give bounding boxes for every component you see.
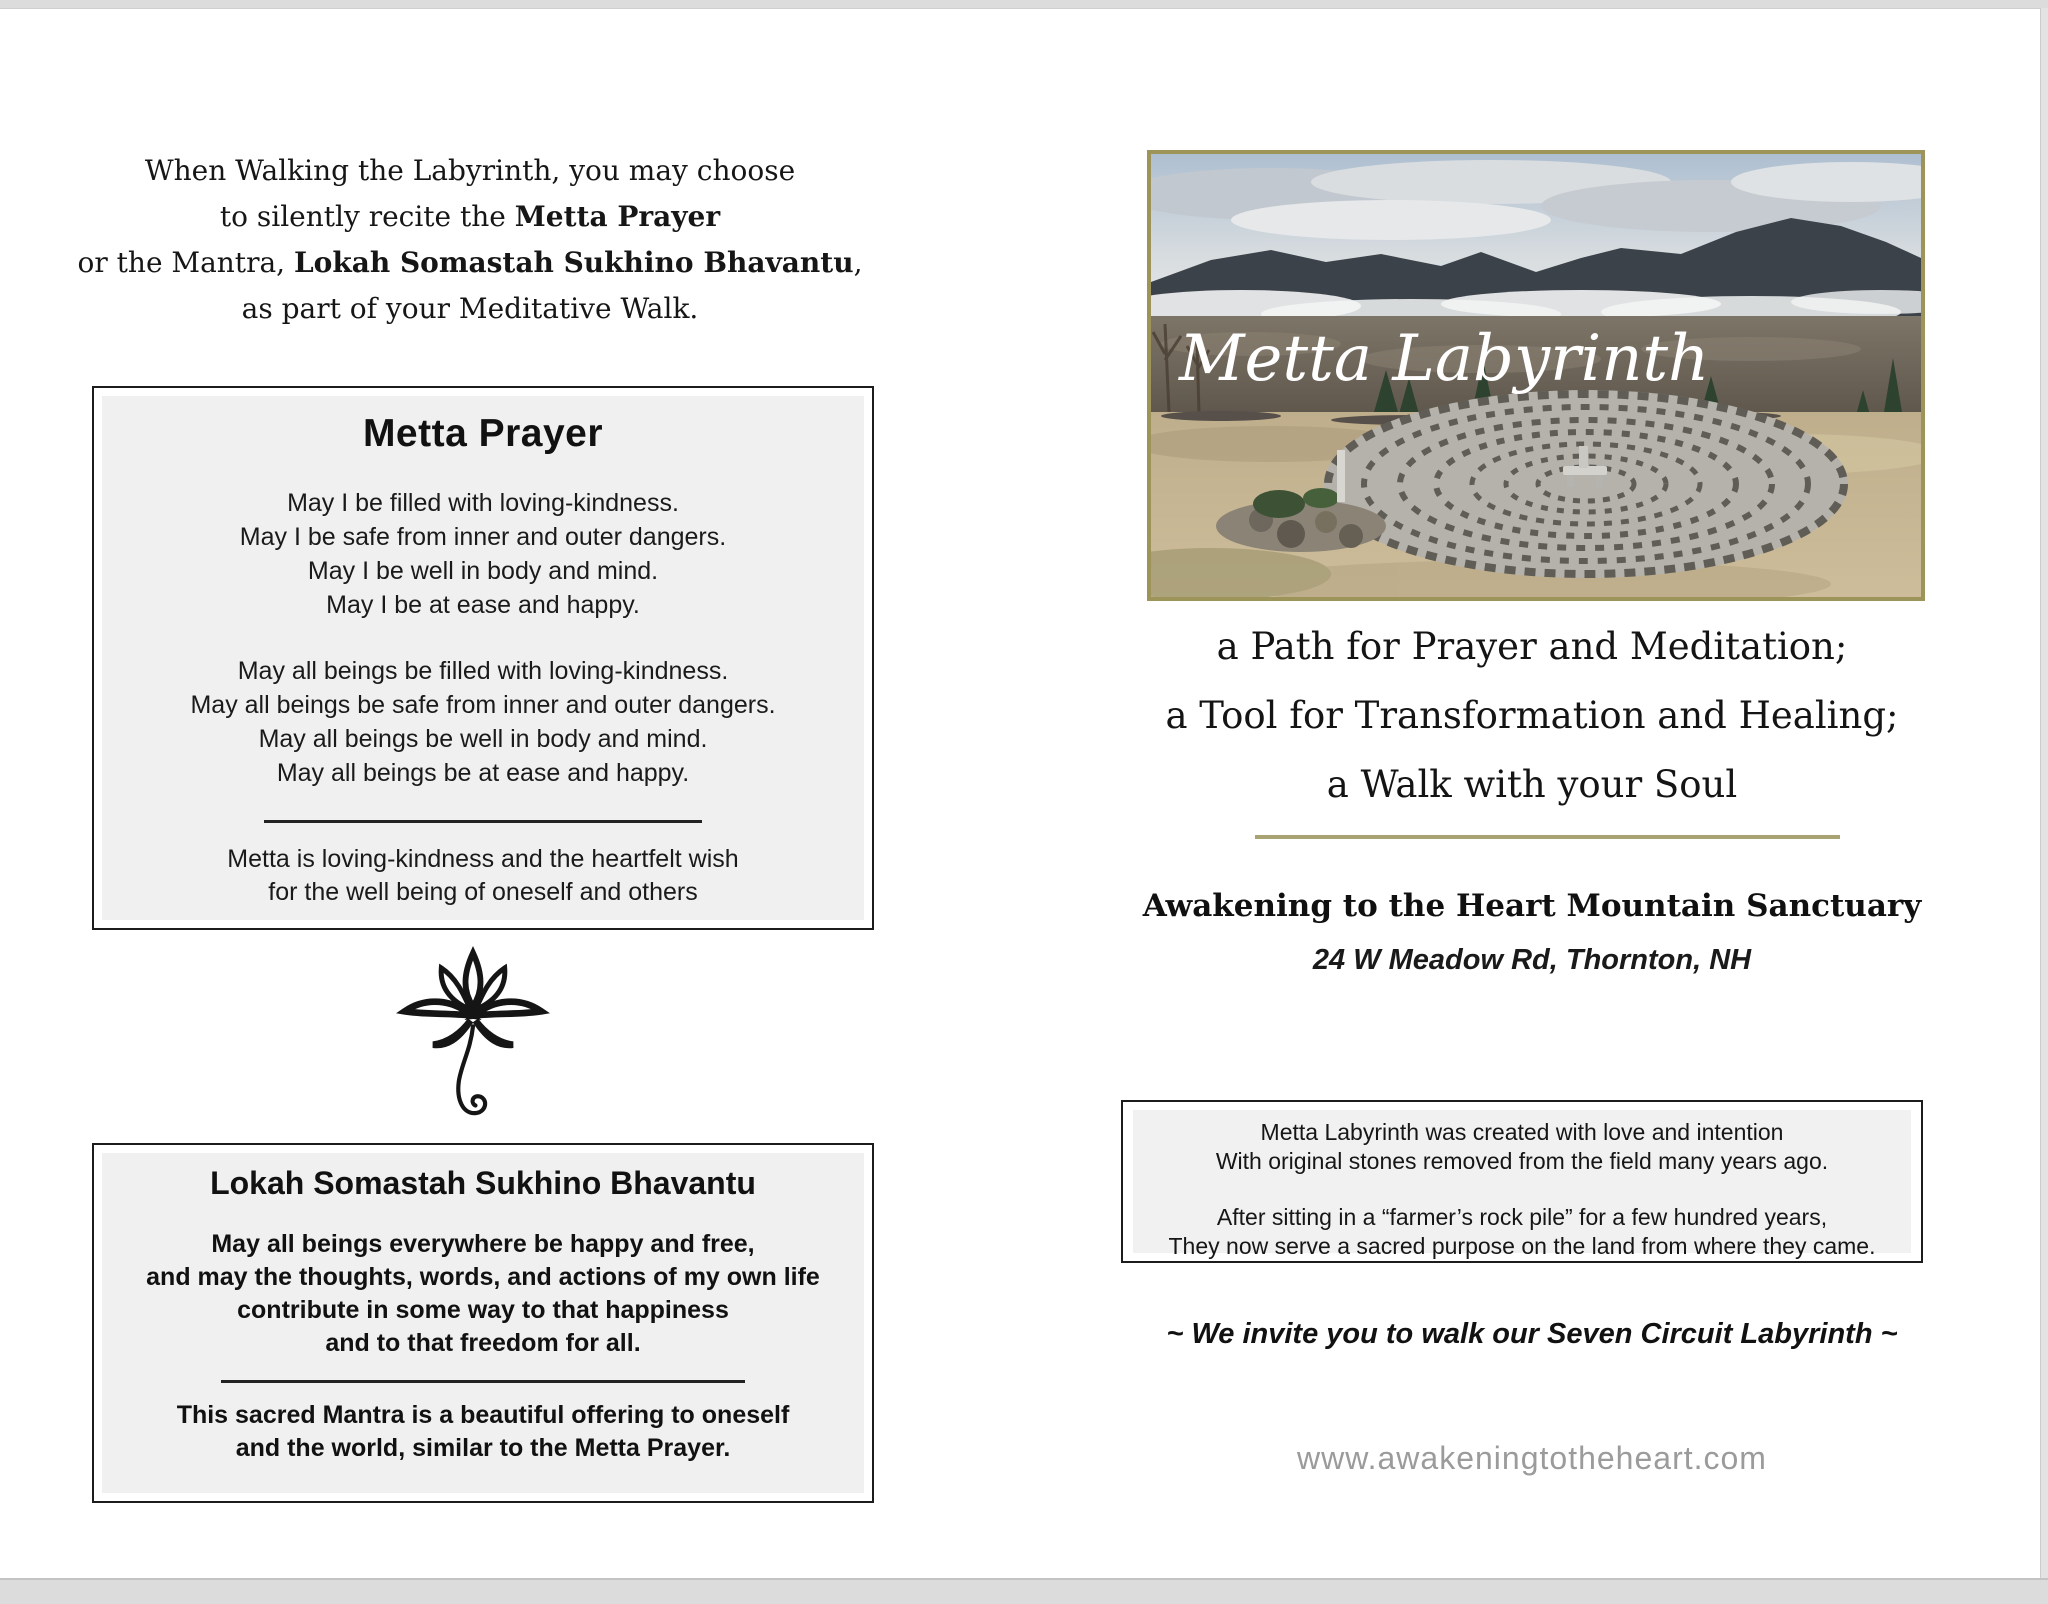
intro-line-2: to silently recite the Metta Prayer (219, 200, 721, 233)
story-line-3: After sitting in a “farmer’s rock pile” for a few hundred years, (1216, 1204, 1828, 1230)
window-top-edge (0, 0, 2048, 9)
lotus-icon (388, 938, 558, 1138)
window-bottom-bar (0, 1578, 2048, 1604)
labyrinth-photo (1147, 150, 1925, 601)
tagline: a Path for Prayer and Meditation; a Tool for Transformation and Healing; a Walk with your Soul (1165, 625, 1899, 806)
story-line-1: Metta Labyrinth was created with love and intention (1260, 1119, 1784, 1145)
window-right-edge (2040, 8, 2048, 1578)
lokah-mantra-note: This sacred Mantra is a beautiful offering to oneself and the world, similar to the Metta Prayer. (176, 1401, 790, 1462)
sanctuary-name: Awakening to the Heart Mountain Sanctuary (1142, 888, 1922, 924)
lokah-mantra-title: Lokah Somastah Sukhino Bhavantu (210, 1165, 756, 1201)
lokah-mantra-body: May all beings everywhere be happy and free, and may the thoughts, words, and actions of my own life contribute in some way to that happiness and to that freedom for all. (146, 1230, 820, 1357)
sanctuary-address: 24 W Meadow Rd, Thornton, NH (1312, 944, 1752, 976)
intro-paragraph (60, 148, 880, 332)
lokah-mantra-divider (221, 1380, 745, 1383)
photo-title-text: Metta Labyrinth (1179, 322, 1710, 396)
metta-prayer-box (92, 386, 874, 930)
story-line-2: With original stones removed from the field many years ago. (1215, 1148, 1829, 1174)
intro-line-3: or the Mantra, Lokah Somastah Sukhino Bhavantu, (77, 246, 863, 279)
metta-prayer-stanza-2: May all beings be filled with loving-kindness. May all beings be safe from inner and outer dangers. May all beings be well in body and mind. May all beings be at ease and happy. (190, 657, 776, 787)
story-box (1121, 1100, 1923, 1263)
story-line-4: They now serve a sacred purpose on the land from where they came. (1168, 1233, 1876, 1259)
intro-line-1: When Walking the Labyrinth, you may choose (144, 154, 796, 187)
gold-divider (1255, 835, 1840, 839)
lokah-mantra-box (92, 1143, 874, 1503)
metta-prayer-stanza-1: May I be filled with loving-kindness. May I be safe from inner and outer dangers. May I be well in body and mind. May I be at ease and happy. (239, 489, 727, 619)
metta-prayer-divider (264, 820, 702, 823)
invite-line: ~ We invite you to walk our Seven Circuit Labyrinth ~ (1166, 1318, 1898, 1350)
website-url[interactable]: www.awakeningtotheheart.com (1297, 1440, 1767, 1476)
intro-line-4: as part of your Meditative Walk. (241, 292, 699, 325)
metta-prayer-title: Metta Prayer (362, 412, 604, 455)
metta-prayer-note: Metta is loving-kindness and the heartfelt wish for the well being of oneself and others (227, 845, 739, 906)
